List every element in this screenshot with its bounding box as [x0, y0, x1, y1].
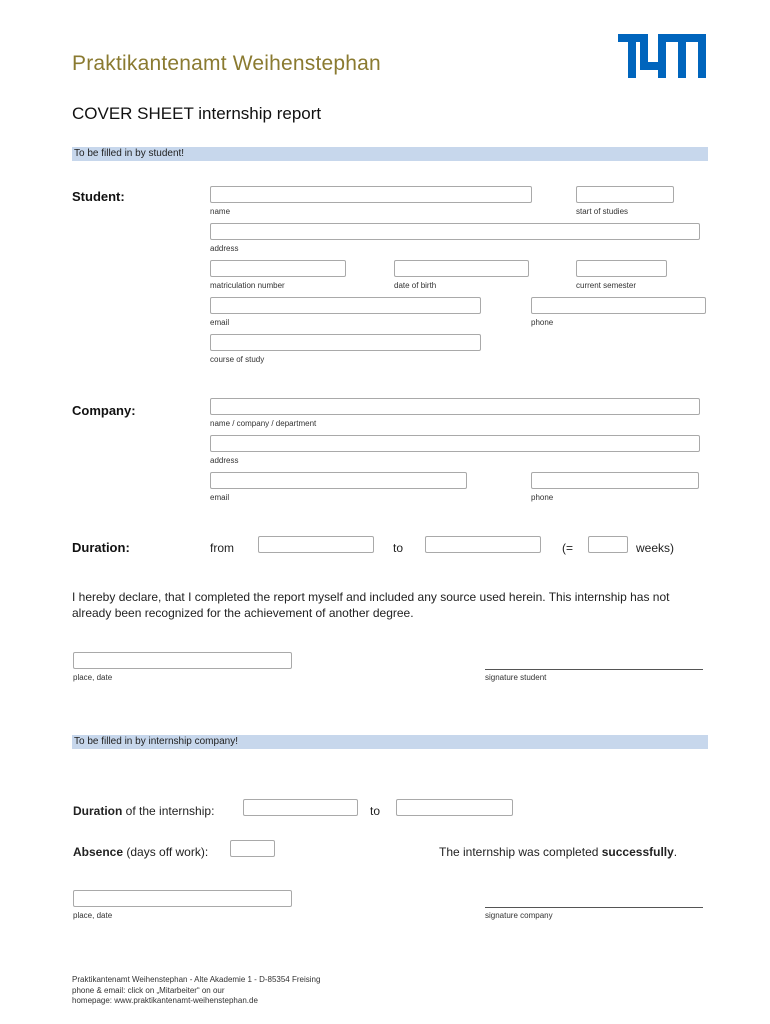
student-band: To be filled in by student!	[72, 147, 708, 161]
internship-duration-label: Duration of the internship:	[73, 804, 215, 818]
student-phone-label: phone	[531, 318, 554, 327]
student-name-field[interactable]	[210, 186, 532, 203]
company-address-field[interactable]	[210, 435, 700, 452]
tum-logo	[618, 34, 706, 78]
company-place-date-field[interactable]	[73, 890, 292, 907]
company-phone-label: phone	[531, 493, 554, 502]
student-place-date-field[interactable]	[73, 652, 292, 669]
course-of-study-field[interactable]	[210, 334, 481, 351]
start-of-studies-field[interactable]	[576, 186, 674, 203]
company-phone-field[interactable]	[531, 472, 699, 489]
duration-weeks-field[interactable]	[588, 536, 628, 553]
footer-homepage[interactable]: homepage: www.praktikantenamt-weihenstephan.de	[72, 996, 258, 1005]
completion-statement: The internship was completed successfully.	[439, 845, 678, 859]
current-semester-label: current semester	[576, 281, 637, 290]
duration-weeks-label: weeks)	[636, 541, 675, 555]
student-email-label: email	[210, 318, 230, 327]
student-name-label: name	[210, 207, 231, 216]
org-name: Praktikantenamt Weihenstephan	[72, 52, 381, 75]
company-signature-line	[485, 907, 703, 908]
student-signature-label: signature student	[485, 673, 547, 682]
company-place-date-label: place, date	[73, 911, 113, 920]
footer-contact: phone & email: click on „Mitarbeiter“ on our	[72, 985, 225, 995]
duration-from-field[interactable]	[258, 536, 374, 553]
matriculation-number-label: matriculation number	[210, 281, 285, 290]
student-phone-field[interactable]	[531, 297, 706, 314]
duration-eq-label: (=	[562, 541, 574, 555]
start-of-studies-label: start of studies	[576, 207, 629, 216]
student-address-label: address	[210, 244, 239, 253]
footer-address: Praktikantenamt Weihenstephan - Alte Akademie 1 - D-85354 Freising	[72, 975, 321, 984]
company-email-field[interactable]	[210, 472, 467, 489]
duration-to-label: to	[393, 541, 404, 555]
date-of-birth-label: date of birth	[394, 281, 437, 290]
duration-to-field[interactable]	[425, 536, 541, 553]
footer	[72, 975, 372, 1007]
company-email-label: email	[210, 493, 230, 502]
student-place-date-label: place, date	[73, 673, 113, 682]
student-address-field[interactable]	[210, 223, 700, 240]
student-heading: Student:	[72, 189, 125, 204]
matriculation-number-field[interactable]	[210, 260, 346, 277]
student-email-field[interactable]	[210, 297, 481, 314]
internship-duration-to-field[interactable]	[396, 799, 513, 816]
absence-label: Absence (days off work):	[73, 845, 209, 859]
course-of-study-label: course of study	[210, 355, 265, 364]
company-name-label: name / company / department	[210, 419, 317, 428]
company-name-field[interactable]	[210, 398, 700, 415]
company-heading: Company:	[72, 403, 136, 418]
student-signature-line	[485, 669, 703, 670]
company-address-label: address	[210, 456, 239, 465]
current-semester-field[interactable]	[576, 260, 667, 277]
internship-duration-to-label: to	[370, 804, 381, 818]
absence-days-field[interactable]	[230, 840, 275, 857]
company-band: To be filled in by internship company!	[72, 735, 708, 749]
page-title: COVER SHEET internship report	[72, 104, 322, 123]
date-of-birth-field[interactable]	[394, 260, 529, 277]
duration-heading: Duration:	[72, 540, 130, 555]
company-signature-label: signature company	[485, 911, 553, 920]
duration-from-label: from	[210, 541, 234, 555]
declaration-text: I hereby declare, that I completed the report myself and included any source used herein. This internship has not already been recognized for the achievement of another degree.	[72, 590, 670, 620]
internship-duration-from-field[interactable]	[243, 799, 358, 816]
